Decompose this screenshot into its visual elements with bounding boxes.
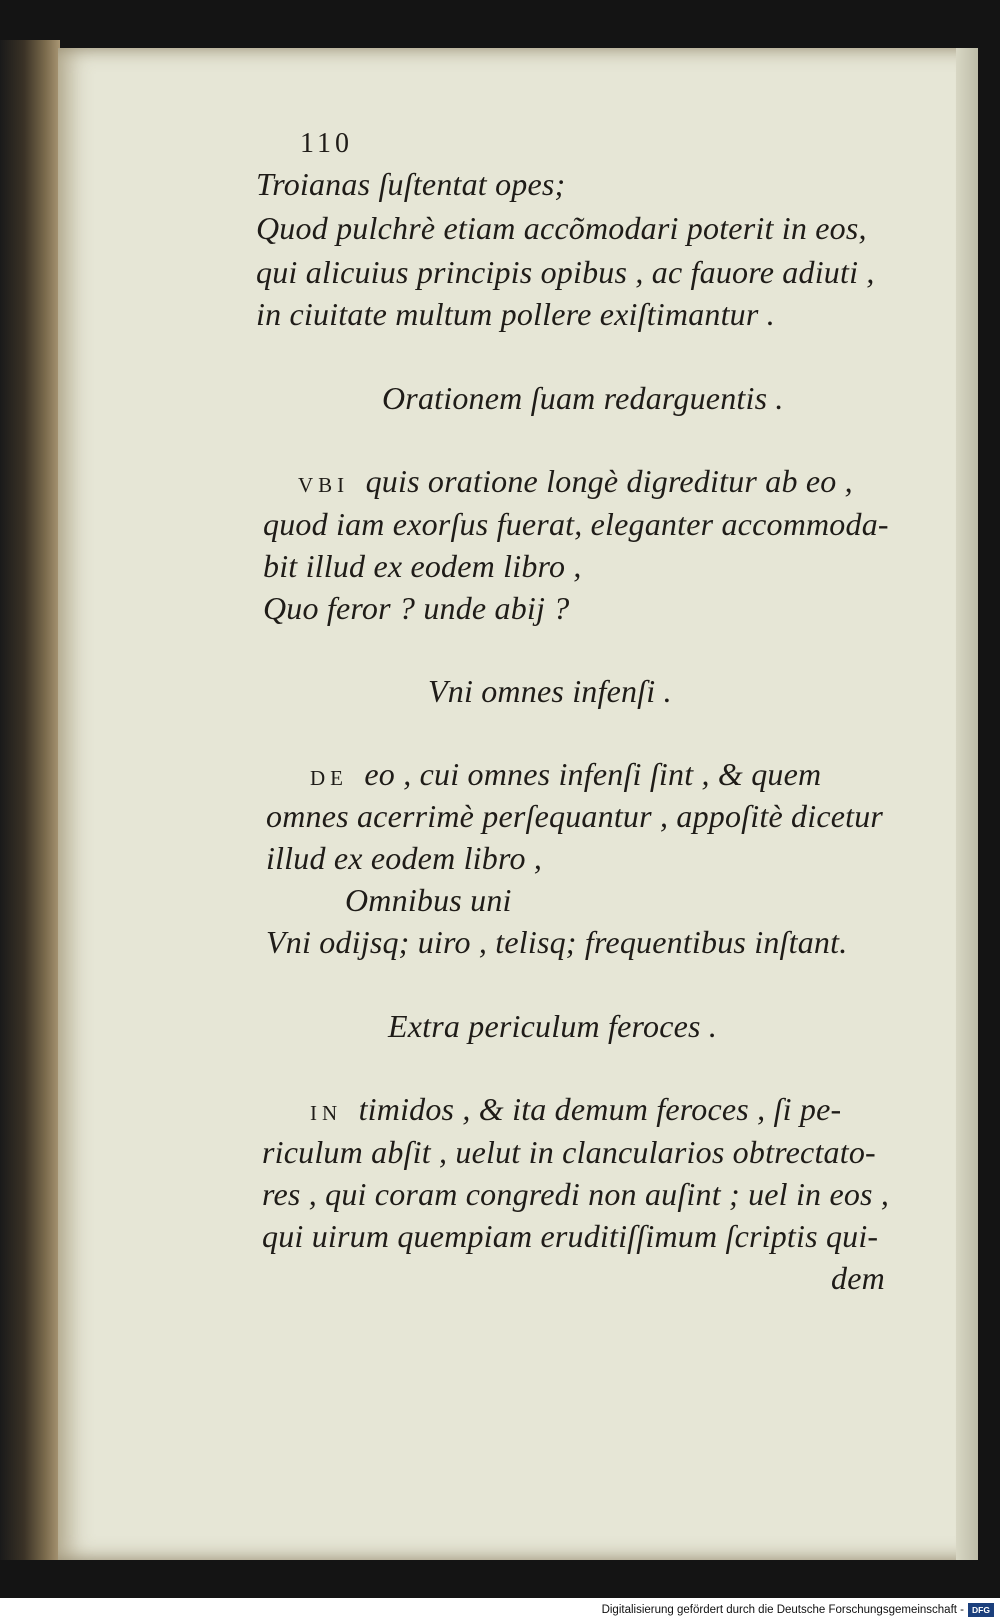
dfg-logo: DFG [968,1603,994,1617]
text-line: riculum abſit , uelut in clancularios obtrectato- [262,1134,876,1170]
line-text: eo , cui omnes infenſi ſint , & quem [364,756,822,792]
text-line: qui uirum quempiam eruditiſſimum ſcriptis qui- [262,1218,879,1254]
catchword: dem [831,1260,885,1296]
section-heading: Orationem ſuam redarguentis . [382,380,784,416]
text-line [310,756,821,793]
footer-bar [0,1598,1000,1623]
text-line: bit illud ex eodem libro , [263,548,582,584]
section-heading: Extra periculum feroces . [388,1008,718,1044]
section-heading: Vni omnes infenſi . [428,673,672,709]
text-line: Troianas ſuſtentat opes; [256,166,566,202]
line-text: timidos , & ita demum feroces , ſi pe- [358,1091,842,1127]
text-line [310,1091,841,1128]
text-line: in ciuitate multum pollere exiſtimantur . [256,296,775,332]
page-text [58,48,978,1560]
text-line [298,463,853,500]
text-line: Omnibus uni [345,882,512,918]
book-binding [0,40,60,1560]
text-line: illud ex eodem libro , [266,840,543,876]
text-line: Quo feror ? unde abij ? [263,590,570,626]
text-line: quod iam exorſus fuerat, eleganter accommoda- [263,506,889,542]
initial-caps: VBI [298,473,350,497]
book-page [58,48,978,1560]
initial-caps: IN [310,1101,343,1125]
text-line: res , qui coram congredi non auſint ; uel in eos , [262,1176,890,1212]
text-line: Quod pulchrè etiam accõmodari poterit in eos, [256,210,867,246]
line-text: quis oratione longè digreditur ab eo , [365,463,853,499]
funding-credit: Digitalisierung gefördert durch die Deutsche Forschungsgemeinschaft - [601,1604,964,1616]
page-number: 110 [300,128,353,159]
text-line: qui alicuius principis opibus , ac fauore adiuti , [256,254,875,290]
initial-caps: DE [310,766,348,790]
text-line: omnes acerrimè perſequantur , appoſitè dicetur [266,798,884,834]
text-line: Vni odijsq; uiro , telisq; frequentibus inſtant. [266,924,848,960]
